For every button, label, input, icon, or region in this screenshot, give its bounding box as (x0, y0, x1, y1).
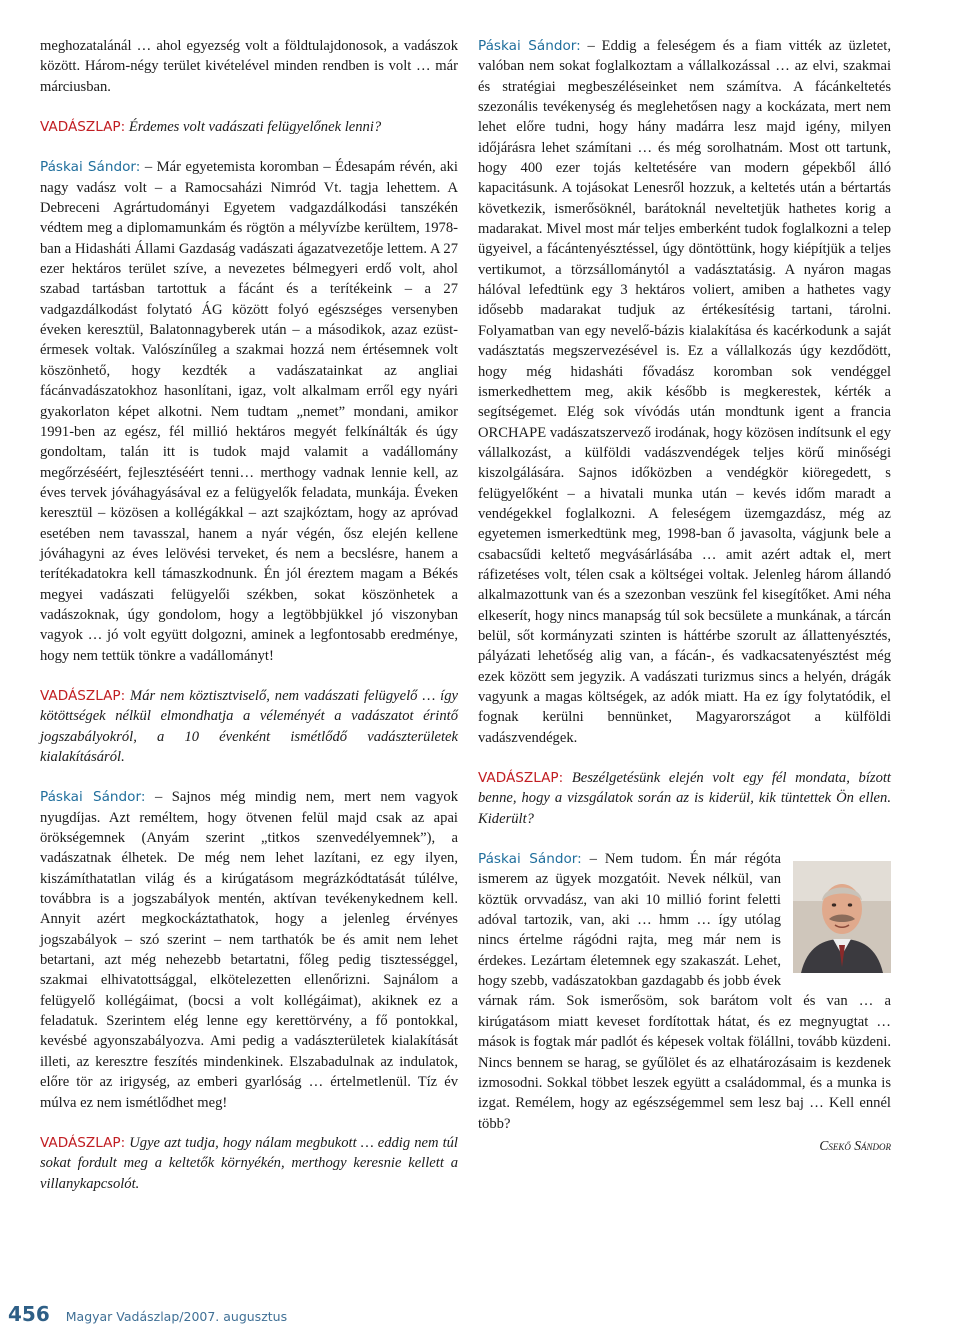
page-number: 456 (8, 1302, 50, 1326)
answer-1: Páskai Sándor: – Már egyetemista koromban – Édesapám révén, aki nagy vadász volt – a Ramocsaházi Nimród Vt. tagja lehettem. A Debreceni Agrártudományi Egyetem vadgazdálkodási tanszékén védtem meg a diplomamunkám és rögtön a mélyvízbe kerültem, 1978-ban a Hidasháti Állami Gazdaság vadászati ágazatvezetője lettem. A 27 ezer hektáros terület szíve, a nevezetes bélmegyeri erdő volt, ahol szabad tartásban tartottuk a fácánt és a terítékeink – a 27 vadgazdálkodást folytató ÁG között folyó egészséges versenyben éveken keresztül, Balatonnagyberek után – a másodikok, azaz ezüst-érmesek voltak. Valószínűleg a szakmai hozzá nem értésemnek volt köszönhető, hogy kezdték a vadászatainkat az angliai fácánvadászatokhoz hasonlítani, igaz, volt alkalmam erről egy nyári gyakorlaton képet alkotni. Nem tudtam „nemet” mondani, amikor 1991-ben az egész, fél millió hektáros megyét felkínálták és úgy gondoltam, talán itt is tudok majd valamit a vadállomány megőrzéséért, fejlesztéséért tenni… merthogy vadnak lennie kell, az éves tervek jóváhagyásával ez a felügyelők feladata, munkája. Éveken keresztül – közösen a kollégákkal – azt szajkóztam, hogy az apróvad esetében nem tavasszal, hanem a nyár végén, ősz elején kellene jóváhagyni az éves lelövési terveket, és nem a becslésre, hanem a terítékadatokra kell támaszkodnunk. Én jól éreztem magam a Békés megyei vadászati felügyelői székben, sokat köszönhetek a vadászoknak, úgy gondolom, hogy a legtöbbjükkel jó viszonyban vagyok … jó volt együtt dolgozni, aminek a legfontosabb eredménye, hogy nem tettük tönkre a vadállományt! (40, 159, 458, 664)
question-3: VADÁSZLAP: Ugye azt tudja, hogy nálam megbukott … eddig nem túl sokat fordult meg a keltetők környékén, merthogy keresnie kellett a villanykapcsolót. (40, 1134, 458, 1192)
paragraph-continued: meghozatalánál … ahol egyezség volt a földtulajdonosok, a vadászok között. Három-négy terület kivételével minden rendben is volt … már márciusban. (40, 38, 458, 95)
interviewer-label: VADÁSZLAP: (40, 1134, 126, 1151)
portrait-photo (793, 861, 891, 973)
interviewer-label: VADÁSZLAP: (478, 770, 564, 787)
interviewee-label: Páskai Sándor: (40, 159, 141, 176)
right-column (478, 36, 891, 1156)
portrait-photo-icon (793, 861, 891, 973)
interviewer-label: VADÁSZLAP: (40, 119, 126, 136)
interviewer-label: VADÁSZLAP: (40, 687, 126, 704)
photo-caption: Csekő Sándor (819, 1137, 891, 1153)
interviewee-label: Páskai Sándor: (478, 851, 582, 868)
section-label (3, 0, 33, 92)
left-column (40, 36, 458, 1194)
page-footer (8, 1302, 287, 1326)
answer-4: Páskai Sándor: – Nem tudom. Én már régóta ismerem az ügyek mozgatóit. Nevek nélkül, van köztük orvvadász, van aki 10 millió forint feletti adóval tartozik, van, aki … hmm … így utólag nincs értelme rágódni rajta, meg már nem is érdekes. Lezártam életemnek egy szakaszát. Lehet, hogy szebb, vadászatokban gazdagabb és jobb évek várnak rám. Sok ismerősöm, sok barátom volt és van … a kirúgatásom miatt keveset fordítottak hátat, és ez megnyugtat … mások is fogtak már padlót és képesek voltak fölállni, tovább küzdeni. Nincs bennem se harag, se gyűlölet és az elhatározásaim is kezdenek izmosodni. Sokkal többet leszek együtt a családommal, és a munka is izgat. Remélem, hogy az egészségemmel sem lesz baj … Kell ennél több? (478, 851, 891, 1132)
interviewee-label: Páskai Sándor: (40, 789, 146, 806)
question-1: VADÁSZLAP: Érdemes volt vadászati felügyelőnek lenni? (40, 119, 382, 136)
answer-2: Páskai Sándor: – Sajnos még mindig nem, mert nem vagyok nyugdíjas. Azt reméltem, hogy ötvenen felül majd csak az apai örökségemnek (Anyám szerint „titkos szenvedélyemnek”), a vadászatnak élhetek. De még nem lehet lazítani, ez egy ilyen, kiszámíthatatlan világ és a kirúgatásom megrázkódtatását túlélve, továbbra is a jogszabályok mentén, aktívan tevékenykednem kell. Annyit azért megkockáztathatok, hogy a jelenleg érvényes jogszabályok – szó szerint – nem tarthatók be és amit nem lehet betartani, azt még nehezebb betartatni, főleg pedig tisztességgel, szakmai elhivatottsággal, elkötelezetten ellenőrizni. Sajnálom a felügyelő kollégáimat, (bocsi a volt kollégáimat), akiknek ez a feladatuk. Szerintem elég lenne egy kerettörvény, a fő pontokkal, kevésbé agyonszabályozva. Ami pedig a vadászterületek kialakítását illeti, az keresztre feszítés mindenkinek. Elszabadulnak az indulatok, előre tör az irigység, az emberi gyarlóság … értelmetlenül. Tíz év múlva ez nem ismétlődhet meg! (40, 789, 459, 1111)
question-2: VADÁSZLAP: Már nem köztisztviselő, nem vadászati felügyelő … így kötöttségek nélkül elmondhatja a véleményét a vadászatot érintő jogszabályokról, a 10 évenként ismétlődő vadászterületek kialakításáról. (40, 687, 458, 765)
interviewee-label: Páskai Sándor: (478, 38, 581, 54)
publication-info: Magyar Vadászlap/2007. augusztus (65, 1309, 288, 1324)
answer-3: Páskai Sándor: – Eddig a feleségem és a fiam vitték az üzletet, valóban nem sokat foglalkoztam a vállalkozással … az elvi, szakmai és stratégiai megbeszéléseinket nem számítva. A fácánkeltetés szezonális tevékenység és meglehetősen nagy a kockázata, mert nem lehet előre tudni, hogy hány madárra lesz majd igény, milyen időjárásra lehet számítani … és még sorolhatnám. Most ott tartunk, hogy 400 ezer tojás keltetésére van modern gépekből álló kapacitásunk. A tojásokat Lenesről hozzuk, a keltetés után a bértartás következik, ismerősöknél, barátoknál neveltetjük hathetes korig a madarakat. Mivel most már teljes emberként tudok foglalkozni a telep ügyeivel, a fácántenyésztéssel, úgy döntöttünk, hogy kiépítjük a teljes vertikumot, a törzsállománytól a vadásztatásig. A nyáron magas hálóval lefedtünk egy 3 hektáros voliert, amiben a hathetes vagy idősebb madarakat tudjuk az értékesítésig tartani, tárolni. Folyamatban van egy nevelő-bázis kialakítása és kacérkodunk a saját vadásztatás megszervezésével is. Ez a vállalkozás úgy kezdődött, hogy még hidasháti fővadász koromban sok vendéggel ismerkedhettem meg, akik később is megkerestek, kérték a segítségemet. Elég sok vívódás után mondtunk igent a francia ORCHAPE vadászatszervező irodának, hogy közösen indítsunk el egy vállalkozást, a külföldi vadászvendégek teljes körű minőségi kiszolgálására. Sajnos időközben a vendégkör kiöregedett, s felügyelőként – a hivatali munka után – kevés időm maradt a vendégekkel foglalkozni. A feleségem üzemgazdász, még az egyetemen ismerkedtünk meg, 1998-ban ő javasolta, vágjunk bele a csabacsűdi keltető megvásárlásába … amit azért adtak el, mert ráfizetéses volt, télen csak a költségei voltak. Jelenleg három állandó alkalmazottunk van és a szezonban veszünk fel kisegítőket. Ami néha elkeserít, hogy nincs manapság túl sok becsülete a munkának, a tárcán belül, sőt kormányzati szinten is háttérbe szorult az állattenyésztés, pályázati lehetőség alig van, a fácán-, és vadkacsatenyésztést még ezek között sem jegyzik. A vadászati turizmus sincs a helyén, drágák vagyunk a magas költségek, az adók miatt. Ha ez így folytatódik, el fognak kerülni bennünket, Magyarországot a külföldi vadászvendégek. (478, 38, 891, 746)
question-4: VADÁSZLAP: Beszélgetésünk elején volt egy fél mondata, bízott benne, hogy a vizsgálatok során az is kiderül, kik tüntettek Ön ellen. Kiderült? (478, 770, 891, 827)
